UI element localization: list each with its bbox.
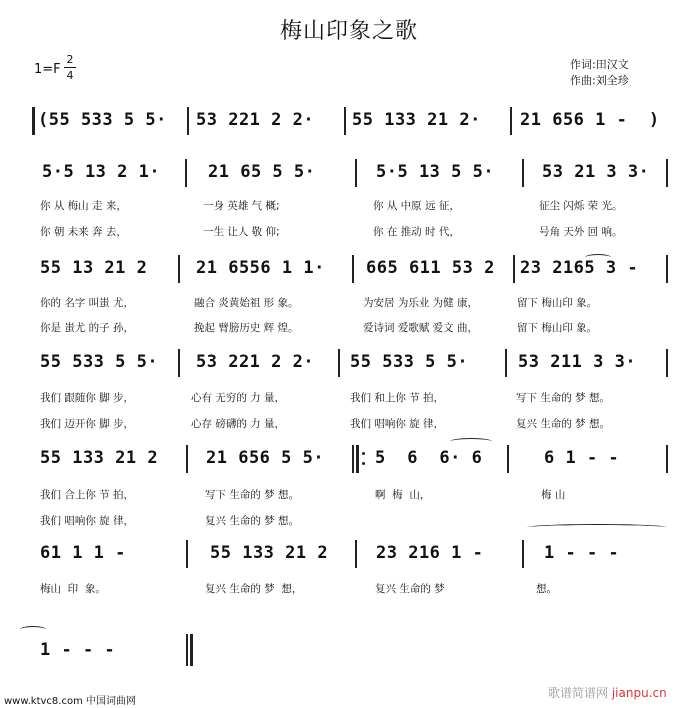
measure: 21 656 5 5· — [206, 448, 325, 468]
lyric: 号角 天外 回 响。 — [539, 226, 623, 238]
barline — [178, 255, 180, 283]
barline — [355, 159, 357, 187]
lyric: 梅山 印 象。 — [40, 583, 106, 595]
lyric: 复兴 生命的 梦 想。 — [516, 418, 611, 430]
measure: 5 6 6· 6 — [375, 448, 483, 468]
lyric: 我们 跟随你 脚 步， — [40, 392, 135, 404]
lyric: 爱诗词 爱歌赋 爱文 曲， — [363, 322, 479, 334]
lyric: 想。 — [536, 583, 557, 595]
lyric: 一生 让人 敬 仰; — [203, 226, 280, 238]
lyric: 留下 梅山印 象。 — [517, 297, 598, 309]
watermark-url: jianpu.cn — [611, 686, 667, 700]
measure: 53 221 2 2· — [196, 110, 315, 130]
lyricist-credit: 作词:田汉文 — [570, 58, 629, 71]
lyric: 你 朝 未来 奔 去， — [40, 226, 127, 238]
barline — [352, 255, 354, 283]
lyric: 你 在 推动 时 代， — [373, 226, 460, 238]
lyric: 我们 和上你 节 拍， — [350, 392, 445, 404]
lyric: 你 从 中原 远 征， — [373, 200, 460, 212]
lyric: 我们 唱响你 旋 律， — [350, 418, 445, 430]
key-signature: 1=F — [34, 62, 61, 77]
watermark — [548, 684, 667, 701]
measure: 1 - - - — [40, 640, 116, 660]
lyric: 你是 蚩尤 的子 孙， — [40, 322, 135, 334]
tie-mark — [20, 626, 46, 633]
measure: 5·5 13 5 5· — [376, 162, 495, 182]
lyric: 写下 生命的 梦 想。 — [205, 489, 300, 501]
barline — [355, 540, 357, 568]
measure: 6 1 - - — [544, 448, 620, 468]
barline — [505, 349, 507, 377]
measure: 55 533 5 5· — [350, 352, 469, 372]
site-footer: www.ktvc8.com 中国词曲网 — [4, 696, 137, 707]
lyric: 心有 无穷的 力 量， — [191, 392, 286, 404]
barline — [32, 107, 35, 135]
lyric: 融合 炎黄始祖 形 象。 — [194, 297, 299, 309]
tie-mark — [527, 524, 667, 531]
measure: 665 611 53 2 — [366, 258, 495, 278]
measure: (55 533 5 5· — [38, 110, 167, 130]
lyric: 心存 磅礴的 力 量， — [191, 418, 286, 430]
lyric: 写下 生命的 梦 想。 — [516, 392, 611, 404]
lyric: 我们 唱响你 旋 律， — [40, 515, 135, 527]
measure: 55 533 5 5· — [40, 352, 159, 372]
measure: 55 133 21 2· — [352, 110, 481, 130]
barline — [352, 445, 354, 473]
barline — [513, 255, 515, 283]
time-signature — [64, 53, 76, 82]
lyric: 留下 梅山印 象。 — [517, 322, 598, 334]
barline — [522, 159, 524, 187]
lyric: 复兴 生命的 梦 想， — [205, 583, 303, 595]
tie-mark — [585, 254, 611, 261]
lyric: 梅 山 — [541, 489, 566, 501]
time-sig-top: 2 — [66, 53, 74, 66]
measure: 53 221 2 2· — [196, 352, 315, 372]
measure: 21 65 5 5· — [208, 162, 316, 182]
song-title: 梅山印象之歌 — [279, 19, 418, 44]
barline — [510, 107, 512, 135]
barline — [185, 159, 187, 187]
barline — [666, 255, 668, 283]
measure: 23 2165 3 - — [520, 258, 639, 278]
barline — [666, 349, 668, 377]
measure: 21 6556 1 1· — [196, 258, 325, 278]
repeat-dot — [362, 452, 365, 455]
barline — [186, 445, 188, 473]
measure: 55 13 21 2 — [40, 258, 148, 278]
barline — [190, 634, 193, 666]
barline — [522, 540, 524, 568]
time-sig-bottom: 4 — [66, 69, 74, 82]
measure: 23 216 1 - — [376, 543, 484, 563]
measure: 55 133 21 2 — [210, 543, 329, 563]
measure: 61 1 1 - — [40, 543, 126, 563]
lyric: 复兴 生命的 梦 — [375, 583, 445, 595]
barline — [186, 634, 188, 666]
lyric: 啊 梅 山， — [375, 489, 431, 501]
lyric: 复兴 生命的 梦 想。 — [205, 515, 300, 527]
measure: 53 211 3 3· — [518, 352, 637, 372]
measure: 1 - - - — [544, 543, 620, 563]
repeat-dot — [362, 462, 365, 465]
lyric: 我们 迈开你 脚 步， — [40, 418, 135, 430]
barline — [666, 445, 668, 473]
barline — [356, 445, 359, 473]
lyric: 你 从 梅山 走 来， — [40, 200, 127, 212]
lyric: 挽起 臂膀历史 辉 煌。 — [194, 322, 299, 334]
tie-mark — [450, 438, 492, 445]
barline — [338, 349, 340, 377]
lyric: 你的 名字 叫蚩 尤， — [40, 297, 135, 309]
barline — [507, 445, 509, 473]
barline — [186, 540, 188, 568]
composer-credit: 作曲:刘全珍 — [570, 74, 629, 87]
barline — [178, 349, 180, 377]
barline — [344, 107, 346, 135]
measure: 53 21 3 3· — [542, 162, 650, 182]
lyric: 征尘 闪烁 荣 光。 — [539, 200, 623, 212]
lyric: 我们 合上你 节 拍， — [40, 489, 135, 501]
barline — [187, 107, 189, 135]
barline — [666, 159, 668, 187]
measure: 5·5 13 2 1· — [42, 162, 161, 182]
measure: 55 133 21 2 — [40, 448, 159, 468]
lyric: 一身 英雄 气 概; — [203, 200, 280, 212]
watermark-text: 歌谱简谱网 — [548, 686, 609, 700]
measure: 21 656 1 - ) — [520, 110, 660, 130]
lyric: 为安居 为乐业 为健 康， — [363, 297, 479, 309]
